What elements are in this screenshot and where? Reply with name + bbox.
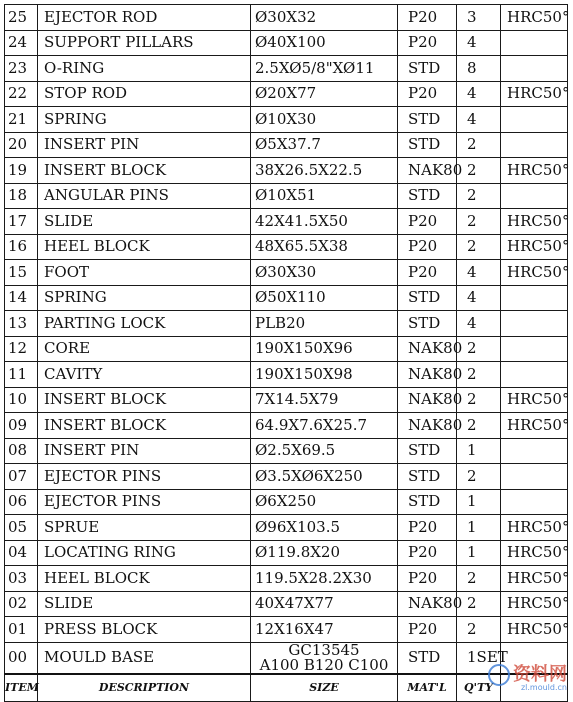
part-description: HEEL BLOCK xyxy=(38,566,251,592)
part-item-number: 13 xyxy=(5,311,38,337)
table-row xyxy=(5,81,568,107)
table-row xyxy=(5,617,568,643)
table-row xyxy=(5,311,568,337)
part-item-number: 16 xyxy=(5,234,38,260)
part-quantity: 2 xyxy=(457,464,501,490)
part-size: Ø96X103.5 xyxy=(251,515,398,541)
part-item-number: 02 xyxy=(5,591,38,617)
part-quantity: 2 xyxy=(457,566,501,592)
part-quantity: 4 xyxy=(457,107,501,133)
part-description: PARTING LOCK xyxy=(38,311,251,337)
part-size: Ø6X250 xyxy=(251,489,398,515)
part-quantity: 2 xyxy=(457,336,501,362)
table-row xyxy=(5,540,568,566)
part-material: NAK80 xyxy=(398,362,457,388)
table-row xyxy=(5,387,568,413)
part-hardness-note xyxy=(501,438,568,464)
part-material: P20 xyxy=(398,5,457,31)
part-size: Ø10X51 xyxy=(251,183,398,209)
part-quantity: 2 xyxy=(457,387,501,413)
header-item: ITEM xyxy=(5,674,38,702)
header-size: SIZE xyxy=(251,674,398,702)
part-size: 40X47X77 xyxy=(251,591,398,617)
part-description: SPRUE xyxy=(38,515,251,541)
part-description: CORE xyxy=(38,336,251,362)
part-description: EJECTOR PINS xyxy=(38,489,251,515)
part-hardness-note xyxy=(501,56,568,82)
part-item-number: 22 xyxy=(5,81,38,107)
part-quantity: 8 xyxy=(457,56,501,82)
part-description: EJECTOR PINS xyxy=(38,464,251,490)
table-row xyxy=(5,158,568,184)
part-hardness-note: HRC50° xyxy=(501,617,568,643)
part-item-number: 06 xyxy=(5,489,38,515)
part-item-number: 19 xyxy=(5,158,38,184)
part-material: STD xyxy=(398,285,457,311)
part-hardness-note xyxy=(501,30,568,56)
base-size-line2: A100 B120 C100 xyxy=(259,655,389,674)
part-hardness-note xyxy=(501,464,568,490)
bill-of-materials-table xyxy=(4,4,568,702)
header-description: DESCRIPTION xyxy=(38,674,251,702)
part-quantity: 4 xyxy=(457,81,501,107)
part-size: 48X65.5X38 xyxy=(251,234,398,260)
part-material: P20 xyxy=(398,81,457,107)
header-quantity: Q'TY xyxy=(457,674,501,702)
part-description: LOCATING RING xyxy=(38,540,251,566)
part-hardness-note: HRC50° xyxy=(501,566,568,592)
part-hardness-note: HRC50° xyxy=(501,209,568,235)
part-material: P20 xyxy=(398,234,457,260)
part-quantity: 4 xyxy=(457,311,501,337)
part-size: Ø30X30 xyxy=(251,260,398,286)
part-description: SLIDE xyxy=(38,591,251,617)
part-item-number: 24 xyxy=(5,30,38,56)
part-quantity: 3 xyxy=(457,5,501,31)
part-hardness-note xyxy=(501,362,568,388)
part-size: 2.5XØ5/8"XØ11 xyxy=(251,56,398,82)
part-material: STD xyxy=(398,489,457,515)
part-material: P20 xyxy=(398,209,457,235)
part-material: NAK80 xyxy=(398,413,457,439)
part-description: SPRING xyxy=(38,107,251,133)
part-item-number: 11 xyxy=(5,362,38,388)
part-hardness-note: HRC50° xyxy=(501,260,568,286)
table-row xyxy=(5,285,568,311)
part-material: STD xyxy=(398,464,457,490)
part-size: 190X150X96 xyxy=(251,336,398,362)
header-material: MAT'L xyxy=(398,674,457,702)
part-item-number: 23 xyxy=(5,56,38,82)
part-item-number: 21 xyxy=(5,107,38,133)
part-item-number: 15 xyxy=(5,260,38,286)
watermark-text: 资料网 xyxy=(513,664,567,685)
part-quantity: 2 xyxy=(457,362,501,388)
part-item-number: 20 xyxy=(5,132,38,158)
part-size: Ø119.8X20 xyxy=(251,540,398,566)
watermark-logo-icon xyxy=(488,664,510,686)
part-quantity: 2 xyxy=(457,617,501,643)
part-hardness-note: HRC50° xyxy=(501,540,568,566)
part-description: SPRING xyxy=(38,285,251,311)
part-quantity: 2 xyxy=(457,209,501,235)
part-size: Ø50X110 xyxy=(251,285,398,311)
part-material: P20 xyxy=(398,30,457,56)
part-hardness-note xyxy=(501,336,568,362)
part-size: Ø30X32 xyxy=(251,5,398,31)
part-description: HEEL BLOCK xyxy=(38,234,251,260)
part-material: STD xyxy=(398,56,457,82)
part-item-number: 25 xyxy=(5,5,38,31)
part-material: P20 xyxy=(398,617,457,643)
part-hardness-note xyxy=(501,285,568,311)
part-item-number: 07 xyxy=(5,464,38,490)
part-material: STD xyxy=(398,107,457,133)
part-material: STD xyxy=(398,438,457,464)
base-material: STD xyxy=(398,642,457,674)
table-row xyxy=(5,132,568,158)
part-quantity: 4 xyxy=(457,260,501,286)
table-row xyxy=(5,464,568,490)
part-quantity: 4 xyxy=(457,30,501,56)
part-hardness-note xyxy=(501,489,568,515)
part-description: INSERT BLOCK xyxy=(38,387,251,413)
table-row xyxy=(5,438,568,464)
watermark xyxy=(488,660,567,692)
part-material: P20 xyxy=(398,515,457,541)
part-item-number: 01 xyxy=(5,617,38,643)
part-quantity: 2 xyxy=(457,183,501,209)
table-row xyxy=(5,209,568,235)
part-quantity: 1 xyxy=(457,540,501,566)
part-description: O-RING xyxy=(38,56,251,82)
part-size: 64.9X7.6X25.7 xyxy=(251,413,398,439)
part-description: SLIDE xyxy=(38,209,251,235)
part-material: STD xyxy=(398,183,457,209)
part-description: STOP ROD xyxy=(38,81,251,107)
part-description: EJECTOR ROD xyxy=(38,5,251,31)
table-row xyxy=(5,56,568,82)
part-hardness-note: HRC50° xyxy=(501,234,568,260)
mould-base-row xyxy=(5,642,568,674)
part-hardness-note xyxy=(501,183,568,209)
part-hardness-note: HRC50° xyxy=(501,515,568,541)
part-size: 190X150X98 xyxy=(251,362,398,388)
part-quantity: 2 xyxy=(457,591,501,617)
base-quantity: 1SET xyxy=(457,642,501,674)
part-quantity: 2 xyxy=(457,132,501,158)
part-quantity: 4 xyxy=(457,285,501,311)
part-hardness-note: HRC50° xyxy=(501,387,568,413)
part-item-number: 03 xyxy=(5,566,38,592)
header-row xyxy=(5,674,568,702)
part-material: NAK80 xyxy=(398,336,457,362)
part-hardness-note xyxy=(501,107,568,133)
part-hardness-note: HRC50° xyxy=(501,591,568,617)
part-quantity: 1 xyxy=(457,515,501,541)
watermark-url: zl.mould.cn xyxy=(520,683,567,692)
part-quantity: 2 xyxy=(457,158,501,184)
table-row xyxy=(5,362,568,388)
part-item-number: 05 xyxy=(5,515,38,541)
part-item-number: 12 xyxy=(5,336,38,362)
part-quantity: 2 xyxy=(457,234,501,260)
part-item-number: 09 xyxy=(5,413,38,439)
part-size: Ø3.5XØ6X250 xyxy=(251,464,398,490)
part-size: 119.5X28.2X30 xyxy=(251,566,398,592)
part-size: PLB20 xyxy=(251,311,398,337)
base-size-line1: GC13545 xyxy=(288,640,360,659)
part-size: Ø20X77 xyxy=(251,81,398,107)
part-size: Ø10X30 xyxy=(251,107,398,133)
part-size: Ø40X100 xyxy=(251,30,398,56)
part-material: NAK80 xyxy=(398,591,457,617)
table-row xyxy=(5,5,568,31)
base-description: MOULD BASE xyxy=(38,642,251,674)
part-description: PRESS BLOCK xyxy=(38,617,251,643)
part-item-number: 14 xyxy=(5,285,38,311)
base-item: 00 xyxy=(5,642,38,674)
table-row xyxy=(5,30,568,56)
part-description: ANGULAR PINS xyxy=(38,183,251,209)
part-material: P20 xyxy=(398,260,457,286)
part-material: P20 xyxy=(398,540,457,566)
part-size: 42X41.5X50 xyxy=(251,209,398,235)
part-material: STD xyxy=(398,311,457,337)
part-description: FOOT xyxy=(38,260,251,286)
part-hardness-note xyxy=(501,311,568,337)
table-row xyxy=(5,591,568,617)
table-row xyxy=(5,107,568,133)
table-row xyxy=(5,234,568,260)
part-item-number: 10 xyxy=(5,387,38,413)
table-row xyxy=(5,413,568,439)
table-row xyxy=(5,336,568,362)
part-material: NAK80 xyxy=(398,158,457,184)
part-description: SUPPORT PILLARS xyxy=(38,30,251,56)
part-quantity: 2 xyxy=(457,413,501,439)
part-item-number: 08 xyxy=(5,438,38,464)
table-row xyxy=(5,183,568,209)
part-material: P20 xyxy=(398,566,457,592)
table-row xyxy=(5,566,568,592)
part-quantity: 1 xyxy=(457,438,501,464)
part-size: Ø5X37.7 xyxy=(251,132,398,158)
part-hardness-note: HRC50° xyxy=(501,413,568,439)
part-size: 7X14.5X79 xyxy=(251,387,398,413)
part-hardness-note xyxy=(501,132,568,158)
part-item-number: 04 xyxy=(5,540,38,566)
bom-body xyxy=(5,5,568,643)
part-quantity: 1 xyxy=(457,489,501,515)
base-size xyxy=(251,642,398,674)
table-row xyxy=(5,515,568,541)
part-description: INSERT PIN xyxy=(38,438,251,464)
part-size: 38X26.5X22.5 xyxy=(251,158,398,184)
part-material: STD xyxy=(398,132,457,158)
part-material: NAK80 xyxy=(398,387,457,413)
part-description: INSERT BLOCK xyxy=(38,158,251,184)
part-hardness-note: HRC50° xyxy=(501,158,568,184)
part-item-number: 18 xyxy=(5,183,38,209)
part-item-number: 17 xyxy=(5,209,38,235)
part-hardness-note: HRC50° xyxy=(501,5,568,31)
part-description: INSERT BLOCK xyxy=(38,413,251,439)
table-row xyxy=(5,260,568,286)
part-size: Ø2.5X69.5 xyxy=(251,438,398,464)
part-size: 12X16X47 xyxy=(251,617,398,643)
part-description: CAVITY xyxy=(38,362,251,388)
table-row xyxy=(5,489,568,515)
part-description: INSERT PIN xyxy=(38,132,251,158)
part-hardness-note: HRC50° xyxy=(501,81,568,107)
